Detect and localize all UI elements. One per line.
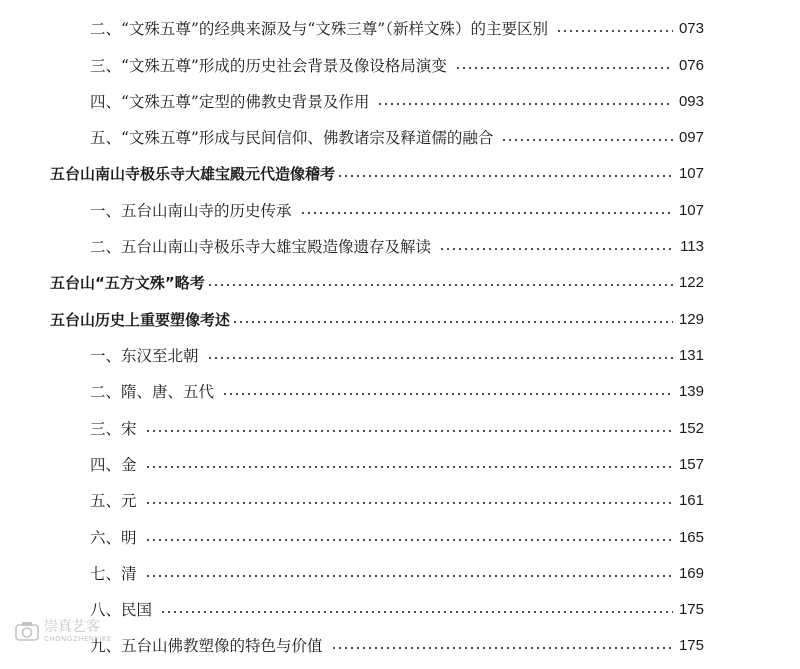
toc-entry: [90, 344, 704, 368]
toc-entry-page: 161: [678, 492, 704, 509]
toc-entry-page: 157: [678, 456, 704, 473]
dot-leader: [501, 139, 673, 141]
toc-entry: [90, 562, 704, 586]
toc-chapter: [50, 308, 704, 332]
toc-entry-page: 107: [678, 202, 704, 219]
toc-entry-title: 二、五台山南山寺极乐寺大雄宝殿造像遗存及解读: [90, 238, 432, 256]
toc-chapter: [50, 162, 704, 186]
dot-leader: [300, 212, 673, 214]
toc-entry-page: 152: [678, 420, 704, 437]
toc-entry: [90, 126, 704, 150]
toc-entry: [90, 17, 704, 41]
toc-entry-title: 七、清: [90, 565, 137, 583]
toc-entry: [90, 54, 704, 78]
dot-leader: [337, 175, 673, 177]
dot-leader: [439, 248, 674, 250]
toc-entry-title: 一、东汉至北朝: [90, 347, 199, 365]
toc-chapter-page: 107: [678, 165, 704, 182]
toc-entry-title: 三、宋: [90, 420, 137, 438]
toc-entry: [90, 453, 704, 477]
dot-leader: [145, 502, 673, 504]
toc-entry-page: 097: [678, 129, 704, 146]
toc-entry: [90, 526, 704, 550]
dot-leader: [207, 357, 673, 359]
toc-chapter-page: 129: [678, 311, 704, 328]
toc-entry: [90, 199, 704, 223]
watermark-subtext: CHONGZHENYIKE: [44, 635, 112, 643]
toc-entry-title: 三、“文殊五尊”形成的历史社会背景及像设格局演变: [90, 57, 447, 75]
toc-entry-page: 113: [680, 238, 704, 255]
dot-leader: [160, 611, 673, 613]
toc-entry-title: 一、五台山南山寺的历史传承: [90, 202, 292, 220]
toc-entry-title: 四、“文殊五尊”定型的佛教史背景及作用: [90, 93, 370, 111]
dot-leader: [145, 430, 673, 432]
watermark: [14, 619, 112, 643]
toc-chapter: [50, 271, 704, 295]
toc-entry: [90, 380, 704, 404]
dot-leader: [377, 103, 673, 105]
dot-leader: [232, 321, 673, 323]
toc-entry: [90, 489, 704, 513]
toc-entry-page: 175: [678, 637, 704, 654]
toc-entry-title: 二、“文殊五尊”的经典来源及与“文殊三尊”（新样文殊）的主要区别: [90, 20, 548, 38]
dot-leader: [222, 393, 673, 395]
dot-leader: [145, 466, 673, 468]
toc-chapter-title: 五台山南山寺极乐寺大雄宝殿元代造像稽考: [50, 165, 336, 183]
dot-leader: [145, 575, 673, 577]
toc-entry-title: 四、金: [90, 456, 137, 474]
toc-entry-page: 093: [678, 93, 704, 110]
dot-leader: [145, 539, 673, 541]
toc-entry: [90, 90, 704, 114]
toc-chapter-page: 122: [678, 274, 704, 291]
dot-leader: [455, 67, 673, 69]
toc-entry: [90, 598, 704, 622]
dot-leader: [556, 30, 673, 32]
toc-entry-page: 175: [678, 601, 704, 618]
toc-entry-title: 五、元: [90, 492, 137, 510]
toc-entry: [90, 235, 704, 259]
toc-entry-title: 八、民国: [90, 601, 153, 619]
toc-entry-page: 073: [678, 20, 704, 37]
toc-entry-title: 六、明: [90, 529, 137, 547]
toc-entry-page: 131: [678, 347, 704, 364]
toc-entry-page: 169: [678, 565, 704, 582]
toc-chapter-title: 五台山“五方文殊”略考: [50, 274, 205, 292]
toc-entry-title: 九、五台山佛教塑像的特色与价值: [90, 637, 323, 655]
dot-leader: [207, 284, 673, 286]
watermark-text: 崇真艺客: [44, 619, 100, 635]
toc-entry-page: 165: [678, 529, 704, 546]
camera-logo-icon: [14, 620, 40, 642]
toc-entry-title: 五、“文殊五尊”形成与民间信仰、佛教诸宗及释道儒的融合: [90, 129, 494, 147]
toc-entry-page: 076: [678, 57, 704, 74]
toc-entry: [90, 634, 704, 658]
watermark-text-block: [44, 619, 112, 643]
dot-leader: [331, 647, 673, 649]
toc-entry-title: 二、隋、唐、五代: [90, 383, 215, 401]
toc-chapter-title: 五台山历史上重要塑像考述: [50, 311, 231, 329]
toc-entry-page: 139: [678, 383, 704, 400]
toc-entry: [90, 417, 704, 441]
